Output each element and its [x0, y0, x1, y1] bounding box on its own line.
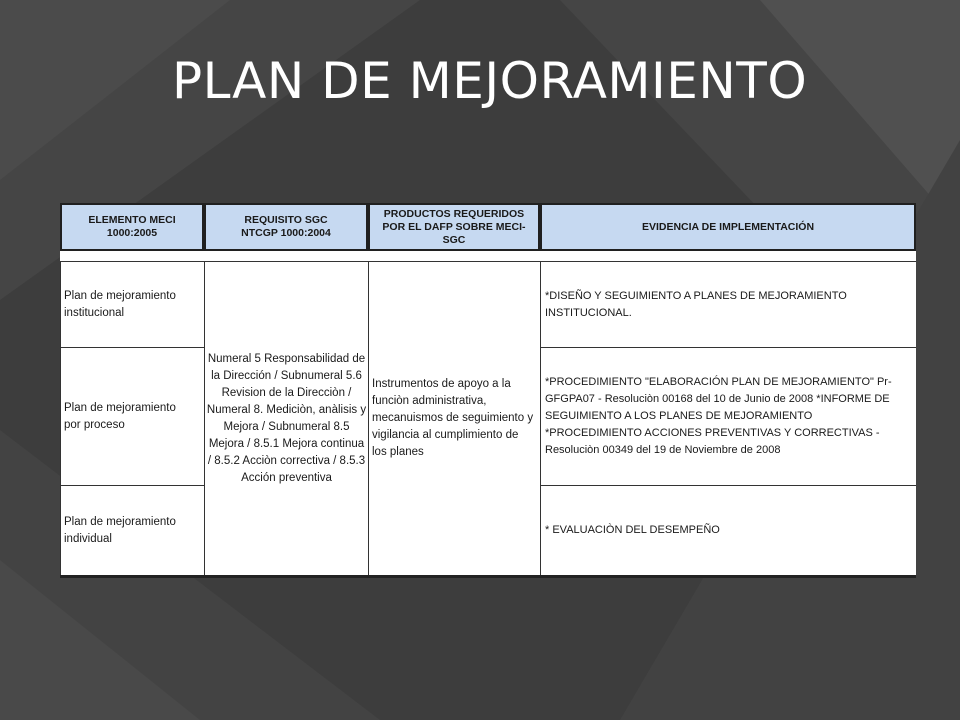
- table-cell-elemento-proceso: [60, 347, 204, 485]
- header-requisito-sgc: [204, 203, 368, 251]
- table-cell-elemento-institucional: [60, 261, 204, 347]
- table-cell-evidencia-individual: [540, 485, 916, 575]
- header-label: EVIDENCIA DE IMPLEMENTACIÓN: [641, 220, 815, 233]
- header-productos-dafp: [368, 203, 540, 251]
- cell-text: Numeral 5 Responsabilidad de la Dirección / Subnumeral 5.6 Revision de la Direcciòn / Numeral 8. Mediciòn, anàlisis y Mejora / Subnumeral 8.5 Mejora / 8.5.1 Mejora continua / 8.5.2 Acciòn correctiva / 8.5.3 Acción preventiva: [206, 352, 367, 484]
- header-label: PRODUCTOS REQUERIDOS POR EL DAFP SOBRE MECI-SGC: [382, 207, 526, 246]
- table-bottom-border: [60, 575, 916, 578]
- header-elemento-meci: [60, 203, 204, 251]
- table-cell-evidencia-institucional: [540, 261, 916, 347]
- cell-text: Instrumentos de apoyo a la funciòn administrativa, mecanuismos de seguimiento y vigilancia al cumplimiento de los planes: [372, 378, 534, 458]
- cell-text: *PROCEDIMIENTO "ELABORACIÓN PLAN DE MEJORAMIENTO" Pr-GFGPA07 - Resoluciòn 00168 del 10 de Junio de 2008 *INFORME DE SEGUIMIENTO A LOS PLANES DE MEJORAMIENTO *PROCEDIMIENTO ACCIONES PREVENTIVAS Y CORRECTIVAS - Resoluciòn 00349 del 19 de Noviembre de 2008: [545, 376, 892, 456]
- page-title: PLAN DE MEJORAMIENTO: [172, 52, 808, 110]
- cell-text: Plan de mejoramiento institucional: [64, 289, 176, 319]
- header-label: REQUISITO SGC NTCGP 1000:2004: [241, 214, 331, 239]
- cell-text: *DISEÑO Y SEGUIMIENTO A PLANES DE MEJORAMIENTO INSTITUCIONAL.: [545, 289, 847, 319]
- table-cell-productos: [368, 261, 540, 575]
- header-evidencia: [540, 203, 916, 251]
- cell-text: Plan de mejoramiento por proceso: [64, 401, 176, 431]
- table-cell-requisito: [204, 261, 368, 575]
- meci-table: [60, 203, 916, 578]
- cell-text: * EVALUACIÒN DEL DESEMPEÑO: [545, 524, 720, 536]
- table-cell-evidencia-proceso: [540, 347, 916, 485]
- cell-text: Plan de mejoramiento individual: [64, 515, 176, 545]
- header-gap: [60, 251, 916, 261]
- table-cell-elemento-individual: [60, 485, 204, 575]
- header-label: ELEMENTO MECI 1000:2005: [88, 214, 176, 239]
